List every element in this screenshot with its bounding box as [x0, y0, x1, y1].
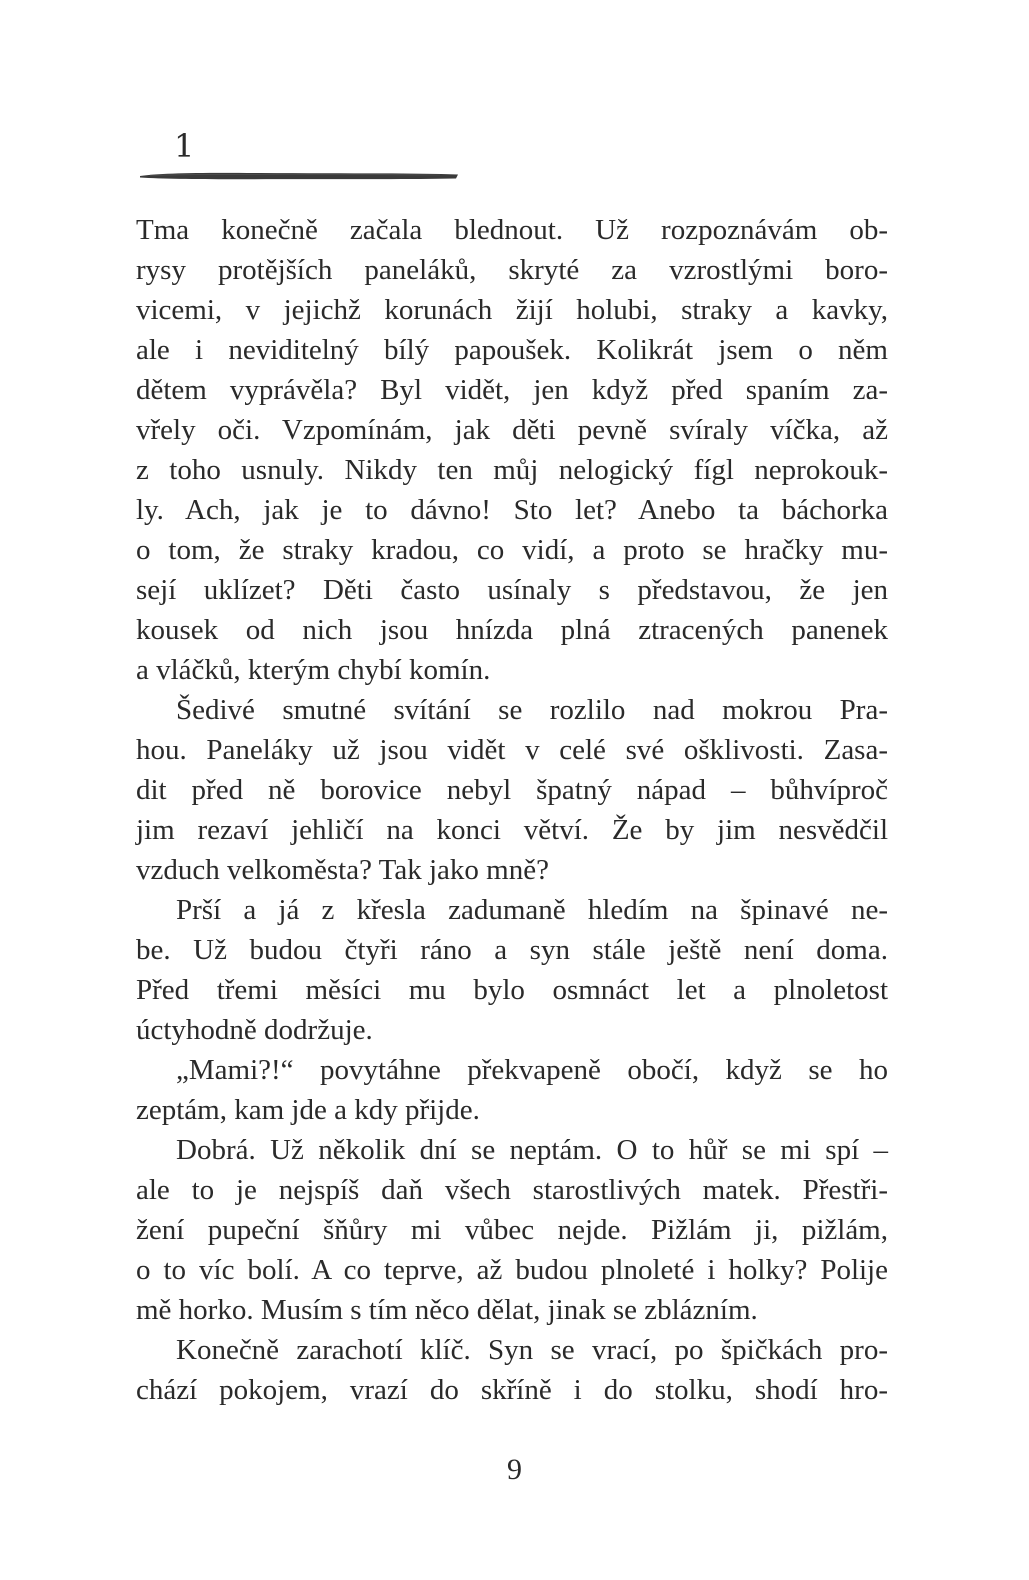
text-line: chází pokojem, vrazí do skříně i do stolku, shodí hro- — [136, 1374, 888, 1406]
paragraph — [136, 890, 888, 1050]
text-line: Před třemi měsíci mu bylo osmnáct let a plnoletost — [136, 974, 888, 1006]
paragraph — [136, 690, 888, 890]
text-line: dětem vyprávěla? Byl vidět, jen když před spaním za- — [136, 374, 888, 406]
chapter-number: 1 — [174, 127, 195, 165]
text-line: ale to je nejspíš daň všech starostlivých matek. Přestři- — [136, 1174, 888, 1206]
text-line: be. Už budou čtyři ráno a syn stále ještě není doma. — [136, 934, 888, 966]
text-line: ale i neviditelný bílý papoušek. Kolikrát jsem o něm — [136, 334, 888, 366]
text-line: a vláčků, kterým chybí komín. — [136, 654, 491, 686]
text-line: vzduch velkoměsta? Tak jako mně? — [136, 854, 549, 886]
text-line: o to víc bolí. A co teprve, až budou plnoleté i holky? Polije — [136, 1254, 888, 1286]
text-line: mě horko. Musím s tím něco dělat, jinak se zblázním. — [136, 1294, 758, 1326]
chapter-rule — [140, 170, 458, 182]
text-line: žení pupeční šňůry mi vůbec nejde. Pižlám ji, pižlám, — [136, 1214, 888, 1246]
page-number: 9 — [507, 1453, 522, 1486]
text-line: vřely oči. Vzpomínám, jak děti pevně svíraly víčka, až — [136, 414, 888, 446]
text-line: rysy protějších paneláků, skryté za vzrostlými boro- — [136, 254, 888, 286]
text-line: vicemi, v jejichž korunách žijí holubi, straky a kavky, — [136, 294, 888, 326]
paragraph — [136, 1330, 888, 1410]
text-line: jim rezaví jehličí na konci větví. Že by jim nesvědčil — [136, 814, 888, 846]
text-line: hou. Paneláky už jsou vidět v celé své ošklivosti. Zasa- — [136, 734, 888, 766]
text-line: Dobrá. Už několik dní se neptám. O to hůř se mi spí – — [176, 1134, 888, 1166]
text-line: ly. Ach, jak je to dávno! Sto let? Anebo ta báchorka — [136, 494, 888, 526]
text-line: Prší a já z křesla zadumaně hledím na špinavé ne- — [176, 894, 888, 926]
text-line: „Mami?!“ povytáhne překvapeně obočí, když se ho — [176, 1054, 888, 1086]
text-line: z toho usnuly. Nikdy ten můj nelogický fígl neprokouk- — [136, 454, 888, 486]
paragraph — [136, 1130, 888, 1330]
text-line: sejí uklízet? Děti často usínaly s představou, že jen — [136, 574, 888, 606]
text-line: kousek od nich jsou hnízda plná ztracených panenek — [136, 614, 888, 646]
paragraph — [136, 210, 888, 690]
text-line: o tom, že straky kradou, co vidí, a proto se hračky mu- — [136, 534, 888, 566]
text-line: Šedivé smutné svítání se rozlilo nad mokrou Pra- — [176, 694, 888, 726]
body-text — [136, 210, 888, 1410]
text-line: Konečně zarachotí klíč. Syn se vrací, po špičkách pro- — [176, 1334, 888, 1366]
paragraph — [136, 1050, 888, 1130]
text-line: zeptám, kam jde a kdy přijde. — [136, 1094, 480, 1126]
text-line: úctyhodně dodržuje. — [136, 1014, 373, 1046]
text-line: Tma konečně začala blednout. Už rozpoznávám ob- — [136, 214, 888, 246]
text-line: dit před ně borovice nebyl špatný nápad – bůhvíproč — [136, 774, 888, 806]
